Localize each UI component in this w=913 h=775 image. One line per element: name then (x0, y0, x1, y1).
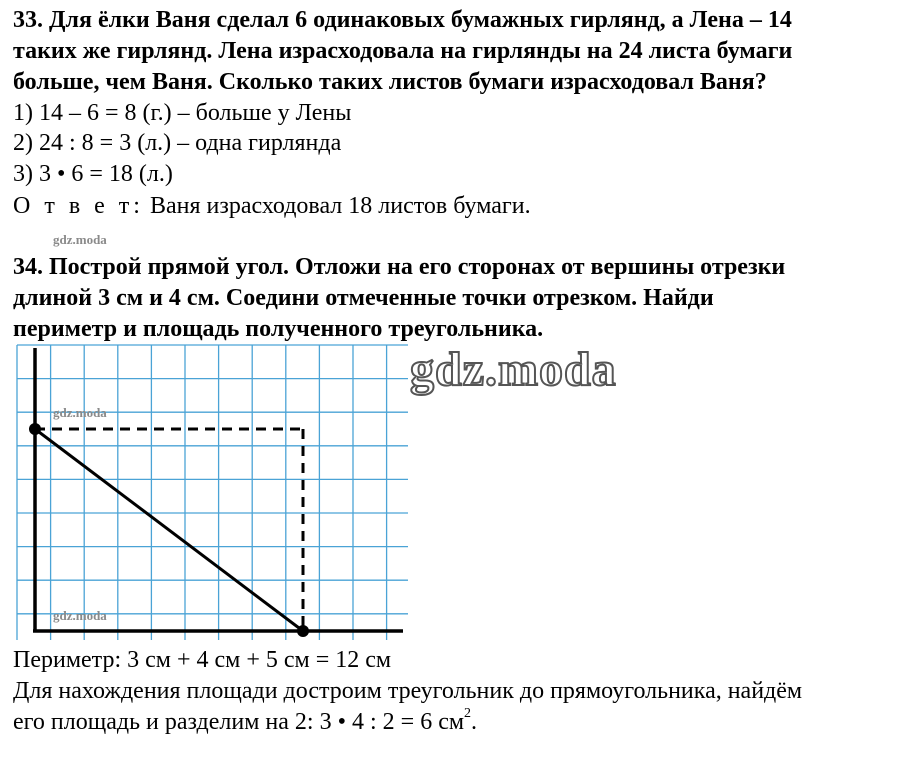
area-explanation-line-2 (13, 707, 477, 737)
answer-text: Ваня израсходовал 18 листов бумаги. (143, 193, 531, 219)
watermark-small-3: gdz.moda (53, 608, 107, 623)
point-3cm (29, 423, 41, 435)
problem34-text-line-3: периметр и площадь полученного треугольника. (13, 316, 544, 342)
watermark-small-2: gdz.moda (53, 405, 107, 420)
problem33-text-line-3: больше, чем Ваня. Сколько таких листов бумаги израсходовал Ваня? (13, 69, 767, 95)
area-unit-exponent: 2 (464, 706, 472, 721)
problem33-answer (13, 191, 531, 221)
problem34-text-line-1: 34. Построй прямой угол. Отложи на его сторонах от вершины отрезки (13, 254, 786, 280)
area-end: . (471, 709, 478, 735)
hypotenuse-segment (35, 429, 303, 631)
grid-lines (17, 345, 408, 640)
watermark-big: gdz.moda (410, 343, 617, 396)
problem33-step-3: 3) 3 • 6 = 18 (л.) (13, 161, 173, 187)
watermark-small-1: gdz.moda (53, 232, 107, 247)
point-4cm (297, 625, 309, 637)
problem33-text-line-2: таких же гирлянд. Лена израсходовала на гирлянды на 24 листа бумаги (13, 38, 793, 64)
problem33-text-line-1: 33. Для ёлки Ваня сделал 6 одинаковых бумажных гирлянд, а Лена – 14 (13, 7, 792, 33)
answer-label: О т в е т: (13, 193, 144, 219)
perimeter-line: Периметр: 3 см + 4 см + 5 см = 12 см (13, 647, 392, 673)
area-explanation-line-1: Для нахождения площади достроим треугольник до прямоугольника, найдём (13, 678, 803, 704)
triangle-grid-figure (13, 340, 413, 640)
problem33-step-1: 1) 14 – 6 = 8 (г.) – больше у Лены (13, 100, 352, 126)
problem33-step-2: 2) 24 : 8 = 3 (л.) – одна гирлянда (13, 130, 342, 156)
area-formula: его площадь и разделим на 2: 3 • 4 : 2 = 6 см (13, 709, 465, 735)
problem34-text-line-2: длиной 3 см и 4 см. Соедини отмеченные точки отрезком. Найди (13, 285, 714, 311)
